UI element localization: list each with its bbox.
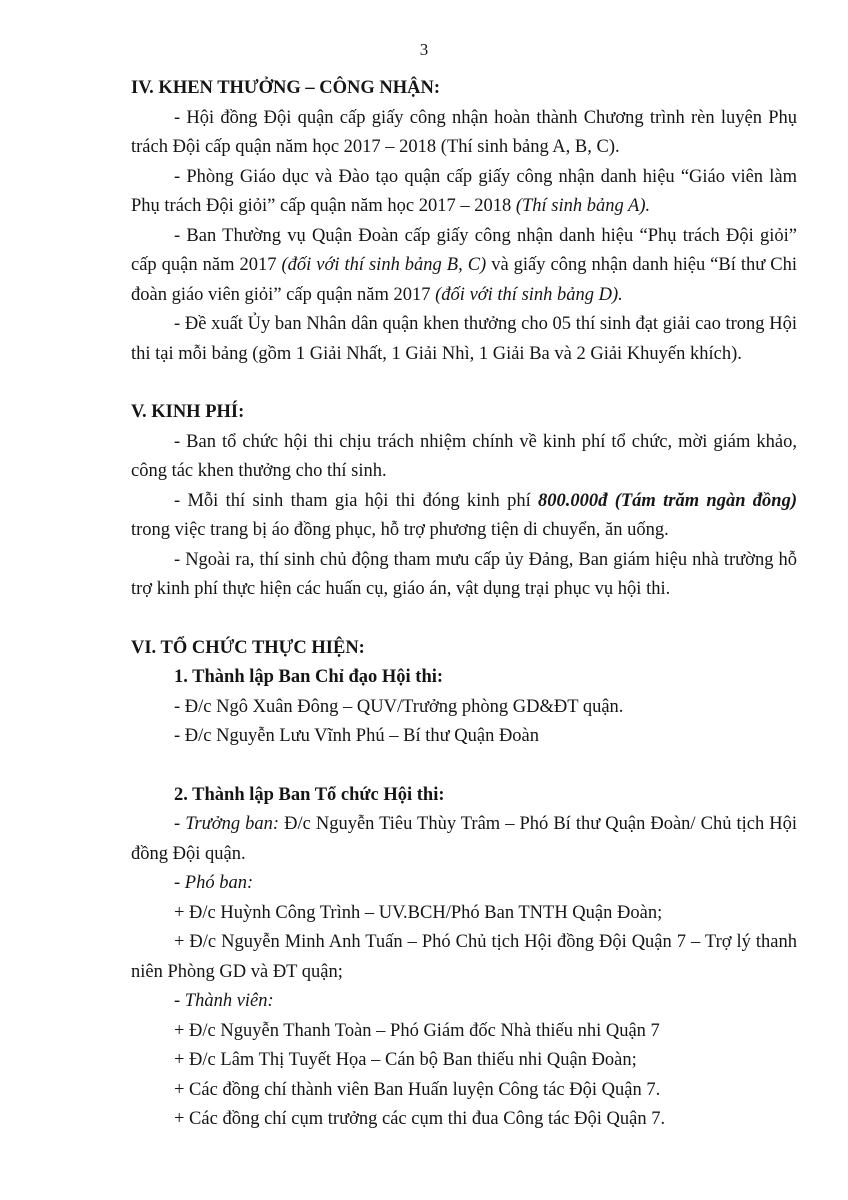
member-2: + Đ/c Lâm Thị Tuyết Họa – Cán bộ Ban thiếu nhi Quận Đoàn; bbox=[174, 1050, 637, 1070]
deputy-label-line bbox=[131, 869, 797, 899]
section-v-heading: V. KINH PHÍ: bbox=[131, 402, 245, 422]
spacer bbox=[131, 369, 797, 398]
committee-head-text: Đ/c Nguyễn Tiêu Thùy Trâm – Phó Bí thư Quận Đoàn/ Chủ tịch Hội đồng Đội quận. bbox=[131, 814, 797, 864]
member-4: + Các đồng chí cụm trưởng các cụm thi đua Công tác Đội Quận 7. bbox=[174, 1109, 666, 1129]
section-vi-heading: VI. TỔ CHỨC THỰC HIỆN: bbox=[131, 637, 365, 658]
page-number: 3 bbox=[419, 40, 429, 59]
section-iv-paragraph-4: - Đề xuất Ủy ban Nhân dân quận khen thưởng cho 05 thí sinh đạt giải cao trong Hội thi tại mỗi bảng (gồm 1 Giải Nhất, 1 Giải Nhì, 1 Giải Ba và 2 Giải Khuyến khích). bbox=[131, 314, 797, 364]
section-v-paragraph-2-text-b: trong việc trang bị áo đồng phục, hỗ trợ phương tiện di chuyển, ăn uống. bbox=[131, 520, 669, 540]
section-iv-paragraph-3-note-b: (đối với thí sinh bảng D). bbox=[435, 284, 623, 305]
section-iv-paragraph-3-note-a: (đối với thí sinh bảng B, C) bbox=[281, 255, 487, 275]
member-3: + Các đồng chí thành viên Ban Huấn luyện Công tác Đội Quận 7. bbox=[174, 1079, 661, 1100]
section-v-paragraph-2 bbox=[131, 487, 797, 546]
section-iv-paragraph-1: - Hội đồng Đội quận cấp giấy công nhận hoàn thành Chương trình rèn luyện Phụ trách Đội cấp quận năm học 2017 – 2018 (Thí sinh bảng A, B, C). bbox=[131, 107, 797, 157]
members-label-line bbox=[131, 987, 797, 1017]
members-label: - Thành viên: bbox=[174, 991, 274, 1011]
section-iv-paragraph-3-text-a: - Ban Thường vụ Quận Đoàn cấp giấy công nhận danh hiệu “Phụ trách Đội giỏi” cấp quận năm 2017 bbox=[131, 225, 797, 275]
steering-member-2: - Đ/c Nguyễn Lưu Vĩnh Phú – Bí thư Quận Đoàn bbox=[174, 726, 540, 746]
deputy-label: - Phó ban: bbox=[174, 873, 254, 893]
section-iv-paragraph-2-note: (Thí sinh bảng A). bbox=[515, 196, 651, 216]
section-iv-paragraph-3-text-b: và giấy công nhận danh hiệu “Bí thư Chi đoàn giáo viên giỏi” cấp quận năm 2017 bbox=[131, 255, 797, 305]
deputy-member-1: + Đ/c Huỳnh Công Trình – UV.BCH/Phó Ban TNTH Quận Đoàn; bbox=[174, 902, 663, 923]
section-iv-paragraph-2 bbox=[131, 163, 797, 222]
committee-head bbox=[131, 810, 797, 869]
section-v-paragraph-1: - Ban tổ chức hội thi chịu trách nhiệm chính về kinh phí tổ chức, mời giám khảo, công tác khen thưởng cho thí sinh. bbox=[131, 431, 797, 481]
steering-member-1: - Đ/c Ngô Xuân Đông – QUV/Trưởng phòng GD&ĐT quận. bbox=[174, 696, 624, 717]
committee-head-label: - Trưởng ban: bbox=[174, 814, 280, 834]
member-1: + Đ/c Nguyễn Thanh Toàn – Phó Giám đốc Nhà thiếu nhi Quận 7 bbox=[174, 1020, 660, 1041]
spacer bbox=[131, 752, 797, 781]
spacer bbox=[131, 605, 797, 634]
steering-committee-heading: 1. Thành lập Ban Chỉ đạo Hội thi: bbox=[174, 667, 444, 687]
section-iv-heading: IV. KHEN THƯỞNG – CÔNG NHẬN: bbox=[131, 78, 441, 98]
document-body bbox=[131, 74, 797, 1135]
organizing-committee-heading: 2. Thành lập Ban Tổ chức Hội thi: bbox=[174, 784, 445, 805]
section-v-fee-amount: 800.000đ (Tám trăm ngàn đồng) bbox=[538, 490, 797, 511]
section-iv-paragraph-3 bbox=[131, 222, 797, 311]
deputy-member-2: + Đ/c Nguyễn Minh Anh Tuấn – Phó Chủ tịch Hội đồng Đội Quận 7 – Trợ lý thanh niên Phòng GD và ĐT quận; bbox=[131, 932, 797, 982]
section-v-paragraph-3: - Ngoài ra, thí sinh chủ động tham mưu cấp ủy Đảng, Ban giám hiệu nhà trường hỗ trợ kinh phí thực hiện các huấn cụ, giáo án, vật dụng trại phục vụ hội thi. bbox=[131, 549, 797, 599]
section-v-paragraph-2-text-a: - Mỗi thí sinh tham gia hội thi đóng kinh phí bbox=[174, 490, 539, 511]
section-iv-paragraph-2-text: - Phòng Giáo dục và Đào tạo quận cấp giấy công nhận danh hiệu “Giáo viên làm Phụ trách Đội giỏi” cấp quận năm học 2017 – 2018 bbox=[131, 166, 797, 216]
